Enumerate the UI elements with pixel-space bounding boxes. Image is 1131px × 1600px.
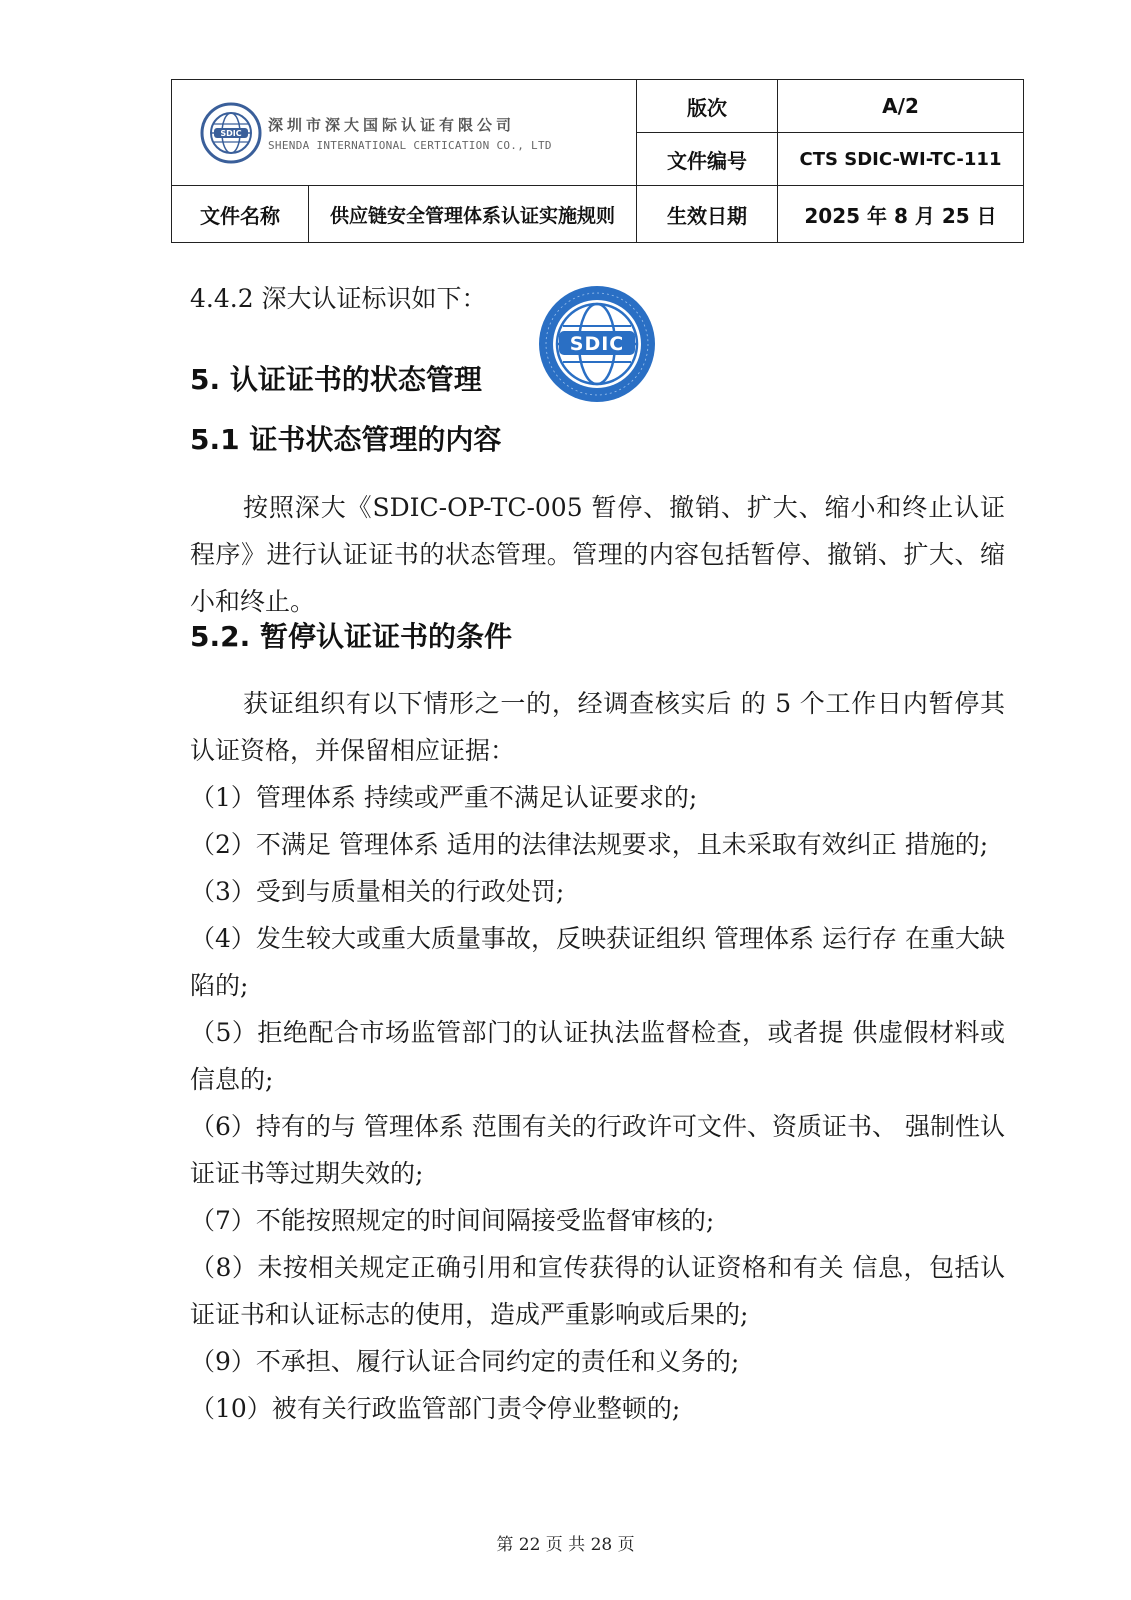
company-logo-icon bbox=[200, 102, 262, 164]
stamp-abbrev: SDIC bbox=[569, 333, 625, 355]
version-label: 版次 bbox=[637, 80, 778, 133]
doc-name-label: 文件名称 bbox=[172, 186, 309, 243]
certification-mark-icon bbox=[537, 284, 657, 404]
doc-number-value: CTS SDIC-WI-TC-111 bbox=[778, 133, 1024, 186]
company-logo-cell bbox=[172, 80, 637, 186]
document-header-table bbox=[171, 79, 1024, 243]
list-item: （6）持有的与 管理体系 范围有关的行政许可文件、资质证书、 强制性认证证书等过期失效的; bbox=[190, 1112, 1005, 1188]
list-item: （10）被有关行政监管部门责令停业整顿的; bbox=[190, 1394, 681, 1423]
section-5-2-title: 5.2. 暂停认证证书的条件 bbox=[190, 620, 512, 653]
list-item: （7）不能按照规定的时间间隔接受监督审核的; bbox=[190, 1206, 715, 1235]
mark-line: 4.4.2 深大认证标识如下： bbox=[190, 284, 487, 313]
version-value: A/2 bbox=[778, 80, 1024, 133]
effective-date-label: 生效日期 bbox=[637, 186, 778, 243]
doc-number-label: 文件编号 bbox=[637, 133, 778, 186]
doc-name-value: 供应链安全管理体系认证实施规则 bbox=[309, 186, 637, 243]
list-item: （8）未按相关规定正确引用和宣传获得的认证资格和有关 信息，包括认证证书和认证标志的使用，造成严重影响或后果的; bbox=[190, 1253, 1005, 1329]
page-number: 第 22 页 共 28 页 bbox=[496, 1535, 635, 1555]
list-item: （3）受到与质量相关的行政处罚; bbox=[190, 877, 565, 906]
effective-date-value: 2025 年 8 月 25 日 bbox=[778, 186, 1024, 243]
condition-list bbox=[190, 774, 1005, 1432]
list-item: （9）不承担、履行认证合同约定的责任和义务的; bbox=[190, 1347, 740, 1376]
section-5-1-paragraph: 按照深大《SDIC-OP-TC-005 暂停、撤销、扩大、缩小和终止认证程序》进行认证证书的状态管理。管理的内容包括暂停、撤销、扩大、缩小和终止。 bbox=[190, 493, 1005, 616]
logo-abbrev: SDIC bbox=[220, 128, 242, 138]
company-name-en: SHENDA INTERNATIONAL CERTICATION CO., LTD bbox=[268, 138, 552, 152]
list-item: （4）发生较大或重大质量事故，反映获证组织 管理体系 运行存 在重大缺陷的; bbox=[190, 924, 1005, 1000]
section-5-title: 5. 认证证书的状态管理 bbox=[190, 363, 482, 396]
section-5-2-paragraph: 获证组织有以下情形之一的，经调查核实后 的 5 个工作日内暂停其认证资格，并保留相应证据： bbox=[190, 689, 1005, 765]
company-name-cn: 深圳市深大国际认证有限公司 bbox=[268, 115, 516, 134]
list-item: （5）拒绝配合市场监管部门的认证执法监督检查，或者提 供虚假材料或信息的; bbox=[190, 1018, 1005, 1094]
list-item: （1）管理体系 持续或严重不满足认证要求的; bbox=[190, 783, 698, 812]
list-item: （2）不满足 管理体系 适用的法律法规要求，且未采取有效纠正 措施的; bbox=[190, 830, 989, 859]
section-5-1-title: 5.1 证书状态管理的内容 bbox=[190, 423, 502, 456]
